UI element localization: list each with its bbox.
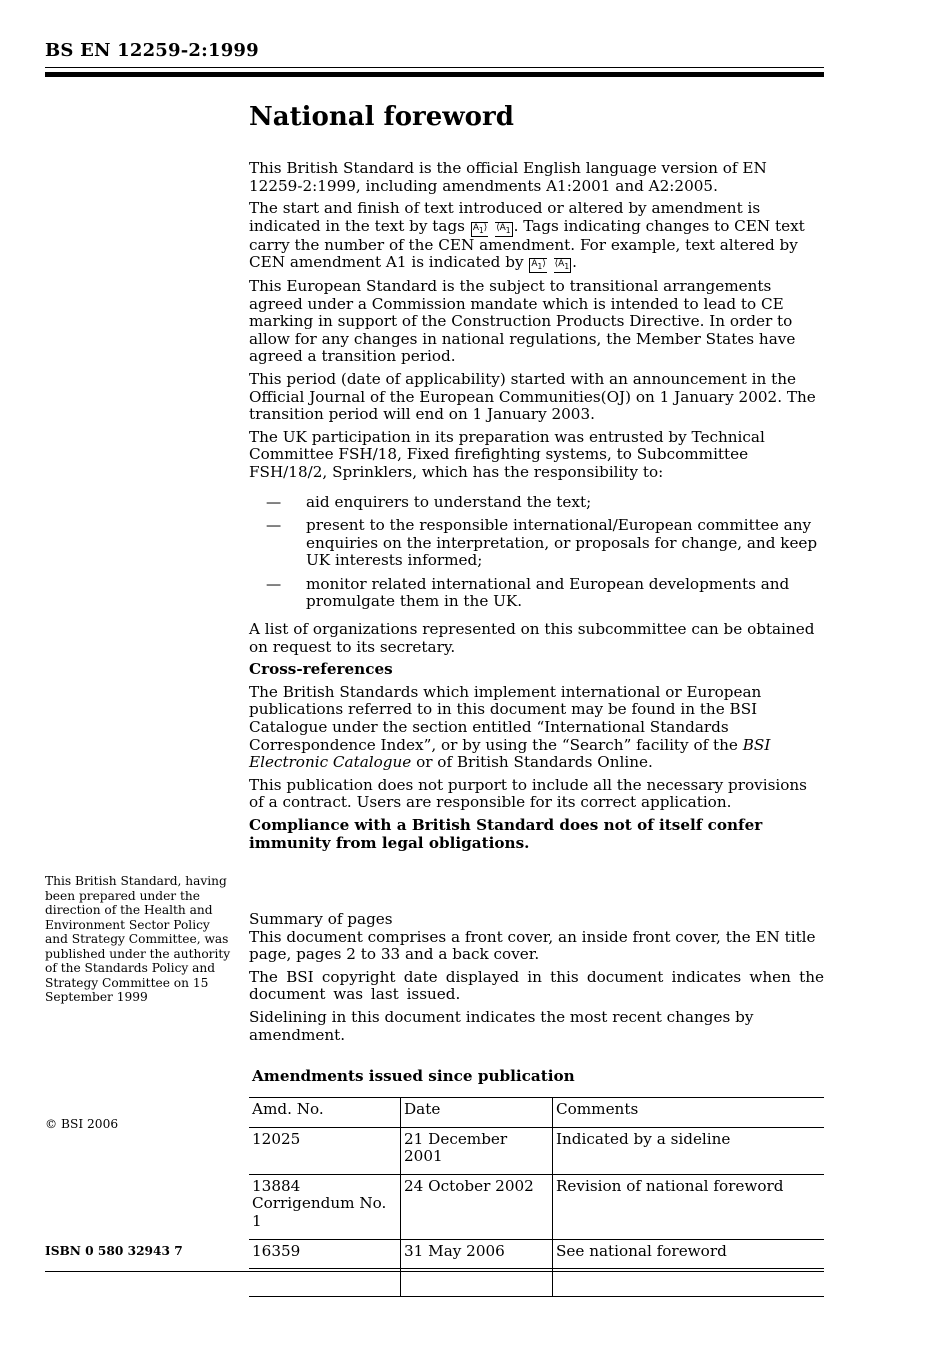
list-item: — monitor related international and European developments and promulgate them in the UK. [266, 574, 790, 611]
copyright-notice: © BSI 2006 [45, 1117, 119, 1131]
publication-note: This British Standard, having been prepared under the direction of the Health and Environment Sector Policy and Strategy Committee, was published under the authority of the Standards Policy and Strategy Committee on 15 September 1999 [45, 874, 231, 1004]
amendment-start-tag-icon: $A_1⟩$ [472, 222, 488, 235]
table-cell: Revision of national foreword [553, 1174, 825, 1239]
provisions-paragraph: This publication does not purport to include all the necessary provisions of a contract. Users are responsible for its correct application. [249, 775, 807, 812]
table-row [249, 1239, 824, 1269]
footer-rule [45, 1271, 824, 1272]
isbn: ISBN 0 580 32943 7 [45, 1244, 183, 1258]
table-cell: 13884 Corrigendum No. 1 [249, 1174, 401, 1239]
tags-text-b: . Tags indicating changes to CEN text carry the number of the CEN amendment. For example, text altered by CEN amendment A1 is indicated by [249, 216, 805, 272]
amendments-table [249, 1097, 824, 1297]
amendments-title: Amendments issued since publication [252, 1067, 575, 1085]
transitional-paragraph: This European Standard is the subject to transitional arrangements agreed under a Commission mandate which is intended to lead to CE marking in support of the Construction Products Directive. In order to allow for any changes in national regulations, the Member States have agreed a transition period. [249, 276, 796, 366]
table-cell: 21 December 2001 [401, 1127, 553, 1174]
cross-references-paragraph: The British Standards which implement international or European publications referred to in this document may be found in the BSI Catalogue under the section entitled “International Standards Correspondence Index”, or by using the “Search” facility of the BSI Electronic Catalogue or of British Standards Online. [249, 682, 771, 772]
amendment-a1-start-tag-icon: $A_1⟩$ [531, 259, 546, 271]
table-cell [553, 1269, 825, 1297]
compliance-statement: Compliance with a British Standard does not of itself confer immunity from legal obligations. [249, 816, 763, 852]
organizations-paragraph: A list of organizations represented on this subcommittee can be obtained on request to its secretary. [249, 620, 815, 656]
table-cell [401, 1269, 553, 1297]
copyright-date-paragraph: The BSI copyright date displayed in this document indicates when the document was last issued. [249, 967, 824, 1004]
table-cell: Indicated by a sideline [553, 1127, 825, 1174]
column-header: Date [401, 1098, 553, 1128]
document-id: BS EN 12259-2:1999 [45, 40, 259, 61]
table-cell: 31 May 2006 [401, 1239, 553, 1269]
sidelining-paragraph: Sidelining in this document indicates the most recent changes by amendment. [249, 1007, 754, 1044]
summary-heading: Summary of pages [249, 910, 393, 928]
list-item: — aid enquirers to understand the text; [266, 492, 592, 511]
summary-paragraph: This document comprises a front cover, an inside front cover, the EN title page, pages 2 to 33 and a back cover. [249, 927, 816, 964]
main-content [249, 100, 824, 857]
cross-references-heading: Cross-references [249, 660, 393, 679]
amendment-end-tag-icon: $⟨A_1$ [496, 222, 511, 235]
applicability-paragraph: This period (date of applicability) started with an announcement in the Official Journal of the European Communities(OJ) on 1 January 2002. The transition period will end on 1 January 2003. [249, 369, 816, 424]
bsi-catalogue-title: BSI Electronic Catalogue [249, 735, 771, 772]
table-row [249, 1269, 824, 1297]
intro-paragraph: This British Standard is the official English language version of EN 12259-2:1999, including amendments A1:2001 and A2:2005. [249, 159, 767, 195]
table-header-row [249, 1098, 824, 1128]
header-rule-thick [45, 72, 824, 77]
page-title: National foreword [249, 102, 514, 132]
responsibilities-list [249, 494, 824, 612]
table-cell: See national foreword [553, 1239, 825, 1269]
summary-of-pages [249, 911, 824, 1049]
column-header: Comments [553, 1098, 825, 1128]
participation-paragraph: The UK participation in its preparation was entrusted by Technical Committee FSH/18, Fixed firefighting systems, to Subcommittee FSH/18/2, Sprinklers, which has the responsibility to: [249, 427, 765, 481]
tags-text-a: The start and finish of text introduced or altered by amendment is indicated in the text by tags [249, 199, 761, 235]
amendment-tags-paragraph [249, 200, 824, 273]
table-cell [249, 1269, 401, 1297]
column-header: Amd. No. [249, 1098, 401, 1128]
table-row [249, 1127, 824, 1174]
amendment-a1-end-tag-icon: $⟨A_1$ [554, 259, 570, 271]
header-rule-thin [45, 67, 824, 68]
table-cell: 12025 [249, 1127, 401, 1174]
table-cell: 24 October 2002 [401, 1174, 553, 1239]
list-item: — present to the responsible international/European committee any enquiries on the interpretation, or proposals for change, and keep UK interests informed; [266, 516, 818, 570]
tags-text-c: . [572, 253, 577, 272]
table-row [249, 1174, 824, 1239]
table-cell: 16359 [249, 1239, 401, 1269]
